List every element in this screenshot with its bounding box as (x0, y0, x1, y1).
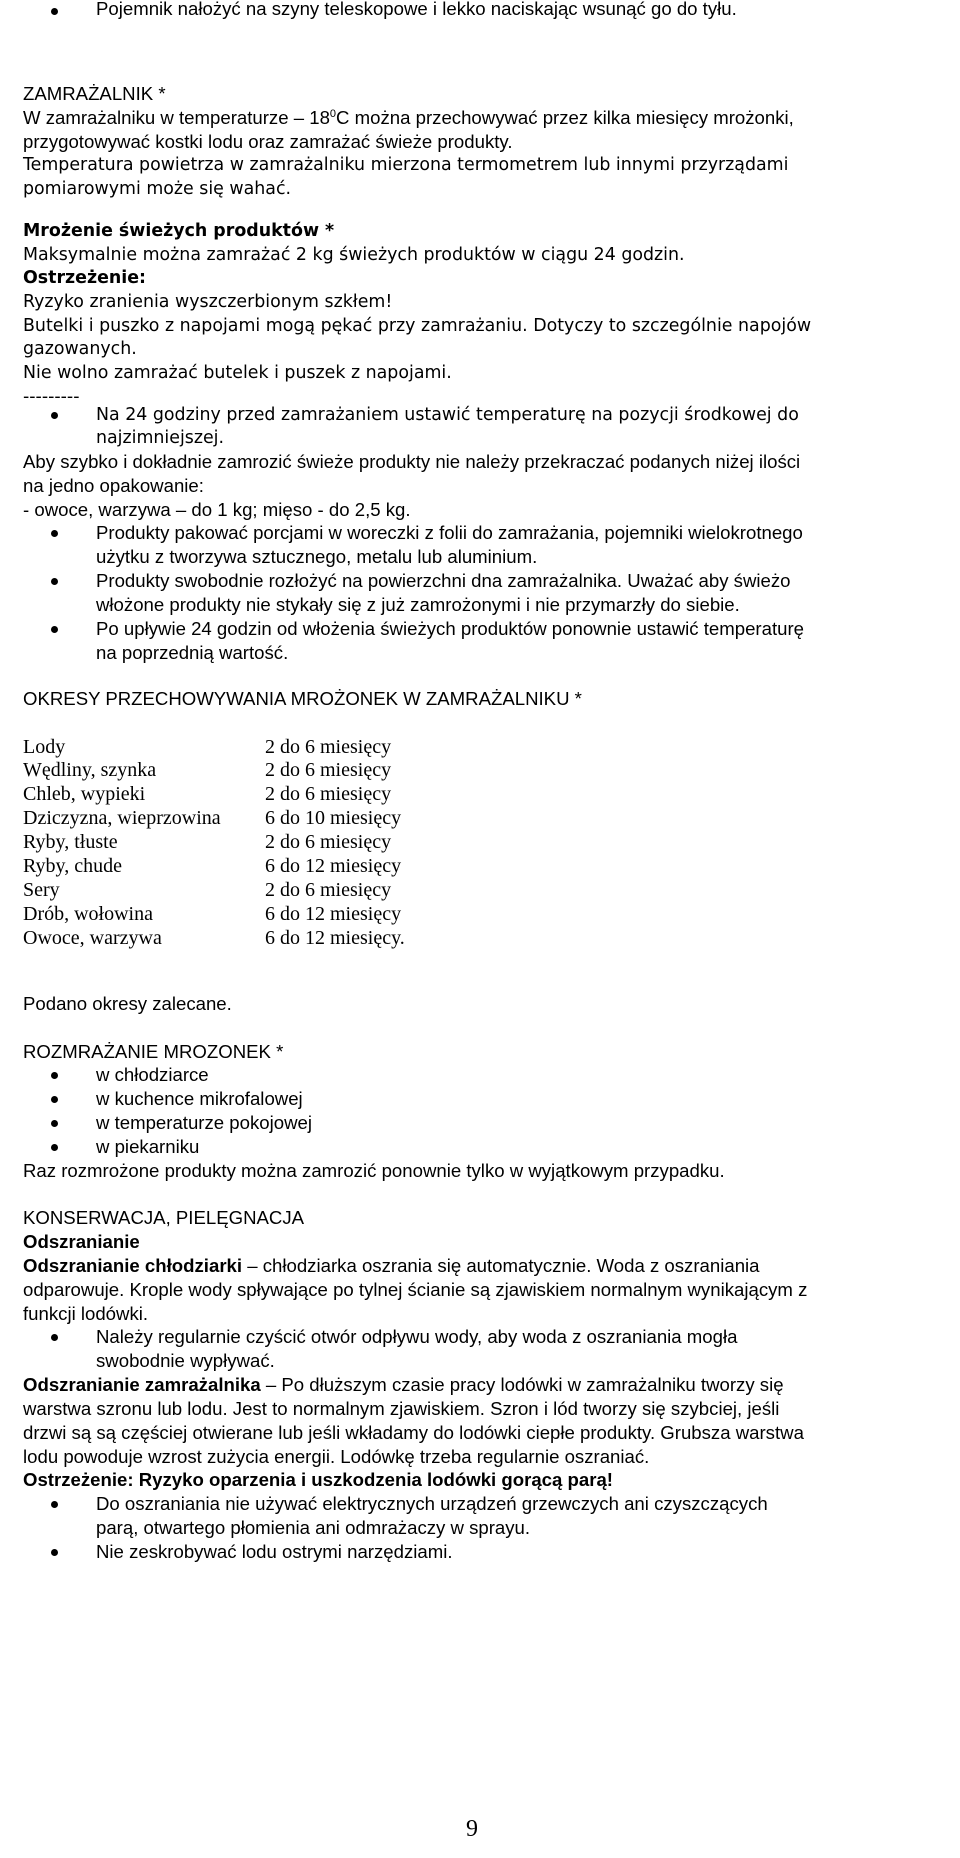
fresh-bullet-3a: Produkty swobodnie rozłożyć na powierzchni dna zamrażalnika. Uważać aby świeżo (96, 570, 791, 591)
bullet-icon (51, 1096, 58, 1103)
thaw-item: w chłodziarce (96, 1064, 209, 1085)
fresh-paragraph-1: Aby szybko i dokładnie zamrozić świeże produkty nie należy przekraczać podanych niżej ilości (23, 451, 801, 472)
storage-row: Wędliny, szynka 2 do 6 miesięcy (23, 759, 392, 781)
bullet-icon (51, 1144, 58, 1151)
storage-row: Ryby, tłuste 2 do 6 miesięcy (23, 831, 392, 853)
storage-row: Drób, wołowina 6 do 12 miesięcy (23, 903, 402, 925)
freezer-line-4: pomiarowymi może się wahać. (23, 179, 292, 199)
maint-fridge-line-1: Odszranianie chłodziarki – chłodziarka oszrania się automatycznie. Woda z oszraniania (23, 1255, 760, 1276)
bullet-icon (51, 412, 58, 419)
maint-warning: Ostrzeżenie: Ryzyko oparzenia i uszkodzenia lodówki gorącą parą! (23, 1469, 613, 1490)
fresh-bullet-4b: na poprzednią wartość. (96, 642, 289, 663)
fresh-bullet-1b: najzimniejszej. (96, 428, 225, 448)
page-number: 9 (466, 1816, 478, 1842)
bullet-icon (51, 1334, 58, 1341)
thaw-item: w kuchence mikrofalowej (96, 1088, 303, 1109)
storage-row: Sery 2 do 6 miesięcy (23, 879, 392, 901)
storage-row: Owoce, warzywa 6 do 12 miesięcy. (23, 927, 405, 949)
bullet-icon (51, 626, 58, 633)
fresh-paragraph-2: na jedno opakowanie: (23, 475, 204, 496)
maint-heading: KONSERWACJA, PIELĘGNACJA (23, 1207, 305, 1228)
storage-row: Ryby, chude 6 do 12 miesięcy (23, 855, 402, 877)
bullet-icon (51, 578, 58, 585)
maint-freezer-line-2: warstwa szronu lub lodu. Jest to normalnym zjawiskiem. Szron i lód tworzy się szybciej, jeśli (23, 1398, 780, 1419)
maint-freezer-line-3: drzwi są są częściej otwierane lub jeśli wkładamy do lodówki ciepłe produkty. Grubsza warstwa (23, 1422, 804, 1443)
maint-warning-bullet-1b: parą, otwartego płomienia ani odmrażaczy w sprayu. (96, 1517, 531, 1538)
freezer-line-2: przygotowywać kostki lodu oraz zamrażać świeże produkty. (23, 131, 513, 152)
maint-warning-bullet-2: Nie zeskrobywać lodu ostrymi narzędziami. (96, 1541, 453, 1562)
maint-fridge-line-2: odparowuje. Krople wody spływające po tylnej ścianie są zjawiskiem normalnym wynikającym z (23, 1279, 808, 1300)
freezer-heading: ZAMRAŻALNIK * (23, 83, 166, 104)
bullet-icon (51, 1072, 58, 1079)
fresh-bullet-1a: Na 24 godziny przed zamrażaniem ustawić temperaturę na pozycji środkowej do (96, 405, 799, 425)
bullet-icon (51, 1501, 58, 1508)
fresh-heading: Mrożenie świeżych produktów * (23, 221, 335, 241)
fresh-line-2: Ryzyko zranienia wyszczerbionym szkłem! (23, 292, 393, 312)
fresh-line-1: Maksymalnie można zamrażać 2 kg świeżych produktów w ciągu 24 godzin. (23, 245, 685, 265)
fresh-line-3: Butelki i puszko z napojami mogą pękać przy zamrażaniu. Dotyczy to szczególnie napojów (23, 316, 812, 336)
maint-freezer-line-1: Odszranianie zamrażalnika – Po dłuższym czasie pracy lodówki w zamrażalniku tworzy się (23, 1374, 784, 1395)
fresh-bullet-3b: włożone produkty nie stykały się z już zamrożonymi i nie przymarzły do siebie. (96, 594, 740, 615)
storage-note: Podano okresy zalecane. (23, 993, 232, 1014)
fresh-bullet-2b: użytku z tworzywa sztucznego, metalu lub aluminium. (96, 546, 538, 567)
fresh-bullet-2a: Produkty pakować porcjami w woreczki z folii do zamrażania, pojemniki wielokrotnego (96, 522, 803, 543)
fresh-paragraph-3: - owoce, warzywa – do 1 kg; mięso - do 2,5 kg. (23, 499, 411, 520)
bullet-icon (51, 530, 58, 537)
maint-freezer-line-4: lodu powoduje wzrost zużycia energii. Lodówkę trzeba regularnie oszraniać. (23, 1446, 650, 1467)
thaw-note: Raz rozmrożone produkty można zamrozić ponownie tylko w wyjątkowym przypadku. (23, 1160, 725, 1181)
bullet-icon (51, 1120, 58, 1127)
storage-heading: OKRESY PRZECHOWYWANIA MROŻONEK W ZAMRAŻALNIKU * (23, 688, 582, 709)
maint-warning-bullet-1a: Do oszraniania nie używać elektrycznych urządzeń grzewczych ani czyszczących (96, 1493, 768, 1514)
thaw-item: w piekarniku (96, 1136, 200, 1157)
maint-fridge-line-3: funkcji lodówki. (23, 1303, 149, 1324)
storage-row: Lody 2 do 6 miesięcy (23, 736, 392, 758)
top-bullet-text: Pojemnik nałożyć na szyny teleskopowe i lekko naciskając wsunąć go do tyłu. (96, 0, 737, 19)
fresh-bullet-4a: Po upływie 24 godzin od włożenia świeżych produktów ponownie ustawić temperaturę (96, 618, 804, 639)
fresh-line-4: gazowanych. (23, 339, 137, 359)
storage-row: Dziczyzna, wieprzowina 6 do 10 miesięcy (23, 807, 402, 829)
thaw-item: w temperaturze pokojowej (96, 1112, 312, 1133)
fresh-line-5: Nie wolno zamrażać butelek i puszek z napojami. (23, 363, 452, 383)
maint-subheading: Odszranianie (23, 1231, 140, 1252)
freezer-line-3: Temperatura powietrza w zamrażalniku mierzona termometrem lub innymi przyrządami (23, 155, 789, 175)
bullet-icon (51, 8, 58, 15)
freezer-line-1: W zamrażalniku w temperaturze – $18^0C$ można przechowywać przez kilka miesięcy mrożonki, (23, 107, 794, 128)
thaw-heading: ROZMRAŻANIE MROZONEK * (23, 1041, 284, 1062)
maint-fridge-bullet-b: swobodnie wypływać. (96, 1350, 275, 1371)
bullet-icon (51, 1549, 58, 1556)
maint-fridge-bullet-a: Należy regularnie czyścić otwór odpływu wody, aby woda z oszraniania mogła (96, 1326, 738, 1347)
storage-row: Chleb, wypieki 2 do 6 miesięcy (23, 783, 392, 805)
fresh-warning-label: Ostrzeżenie: (23, 268, 146, 288)
dashes-separator: --------- (23, 387, 80, 407)
